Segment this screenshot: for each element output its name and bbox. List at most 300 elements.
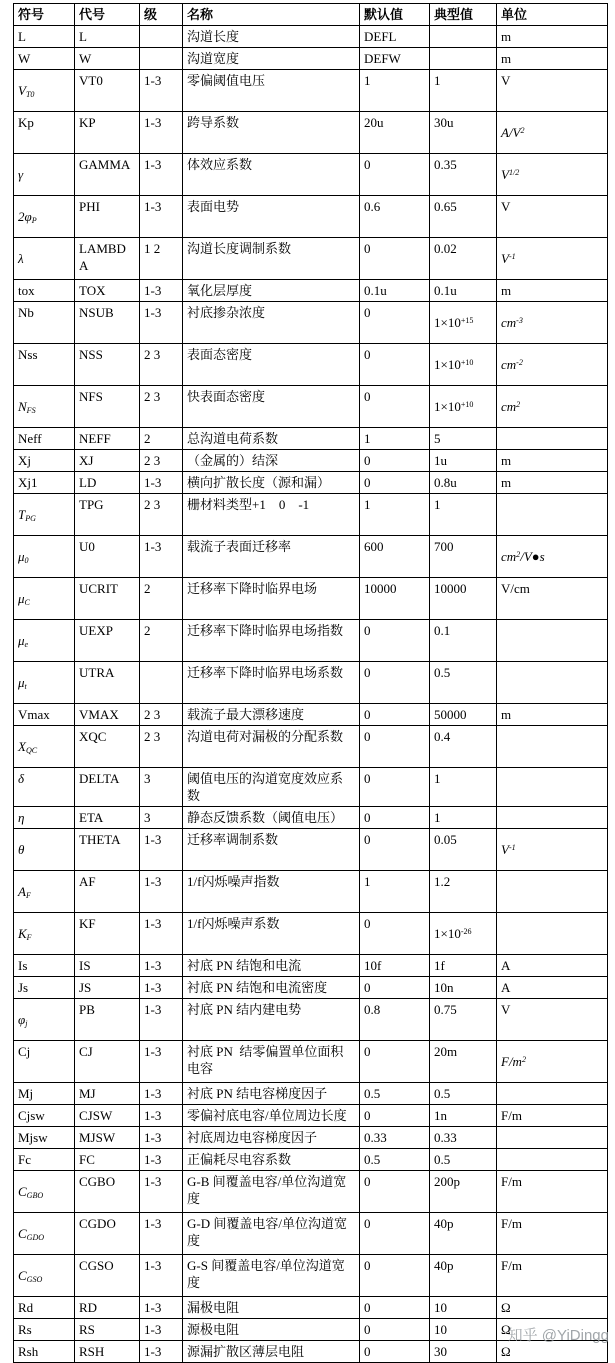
table-row bbox=[14, 238, 608, 280]
table-row bbox=[14, 768, 608, 807]
cell-name: G-D 间覆盖电容/单位沟道宽度 bbox=[183, 1213, 360, 1255]
cell-name: 1/f闪烁噪声系数 bbox=[183, 913, 360, 955]
table-row bbox=[14, 428, 608, 450]
table-row bbox=[14, 871, 608, 913]
cell-code: CJSW bbox=[75, 1105, 140, 1127]
cell-level: 1-3 bbox=[140, 1041, 183, 1083]
cell-code: NSUB bbox=[75, 302, 140, 344]
cell-code: XJ bbox=[75, 450, 140, 472]
cell-unit: V bbox=[497, 70, 608, 112]
cell-default: 0.1u bbox=[360, 280, 430, 302]
cell-unit: V bbox=[497, 196, 608, 238]
cell-symbol: Rd bbox=[14, 1297, 75, 1319]
cell-symbol: W bbox=[14, 48, 75, 70]
cell-typical: 1 bbox=[430, 70, 497, 112]
cell-symbol: $2\varphi_P$ bbox=[14, 196, 75, 238]
cell-level: 1-3 bbox=[140, 1083, 183, 1105]
cell-name: 载流子最大漂移速度 bbox=[183, 704, 360, 726]
cell-typical: 0.4 bbox=[430, 726, 497, 768]
table-row bbox=[14, 280, 608, 302]
cell-symbol: Is bbox=[14, 955, 75, 977]
cell-default: 0 bbox=[360, 913, 430, 955]
cell-level: 1-3 bbox=[140, 472, 183, 494]
table-row bbox=[14, 977, 608, 999]
table-row bbox=[14, 450, 608, 472]
cell-level: 1-3 bbox=[140, 112, 183, 154]
cell-level: 1-3 bbox=[140, 280, 183, 302]
cell-name: 迁移率调制系数 bbox=[183, 829, 360, 871]
cell-code: RSH bbox=[75, 1341, 140, 1363]
cell-default: 0 bbox=[360, 238, 430, 280]
cell-name: 衬底 PN 结饱和电流 bbox=[183, 955, 360, 977]
table-row bbox=[14, 1171, 608, 1213]
cell-unit: $cm^2/V●s$ bbox=[497, 536, 608, 578]
cell-level: 1-3 bbox=[140, 1213, 183, 1255]
cell-name: 衬底 PN 结饱和电流密度 bbox=[183, 977, 360, 999]
table-row bbox=[14, 1213, 608, 1255]
cell-symbol: $K_F$ bbox=[14, 913, 75, 955]
cell-symbol: Nb bbox=[14, 302, 75, 344]
cell-name: 表面态密度 bbox=[183, 344, 360, 386]
cell-name: 沟道长度调制系数 bbox=[183, 238, 360, 280]
cell-unit: V bbox=[497, 999, 608, 1041]
cell-name: 衬底 PN 结内建电势 bbox=[183, 999, 360, 1041]
cell-symbol: $C_{GBO}$ bbox=[14, 1171, 75, 1213]
cell-code: CGDO bbox=[75, 1213, 140, 1255]
cell-name: 载流子表面迁移率 bbox=[183, 536, 360, 578]
cell-level: 1-3 bbox=[140, 1171, 183, 1213]
table-row bbox=[14, 1297, 608, 1319]
cell-level: 1-3 bbox=[140, 1297, 183, 1319]
cell-level: 1-3 bbox=[140, 999, 183, 1041]
cell-typical: 1 bbox=[430, 768, 497, 807]
cell-level: 1-3 bbox=[140, 1105, 183, 1127]
cell-unit bbox=[497, 913, 608, 955]
cell-default: 0 bbox=[360, 1341, 430, 1363]
cell-unit: $cm^2$ bbox=[497, 386, 608, 428]
cell-code: ETA bbox=[75, 807, 140, 829]
cell-name: 表面电势 bbox=[183, 196, 360, 238]
table-row bbox=[14, 1255, 608, 1297]
column-header: 名称 bbox=[183, 4, 360, 26]
cell-unit bbox=[497, 768, 608, 807]
cell-name: 迁移率下降时临界电场 bbox=[183, 578, 360, 620]
cell-symbol: Mjsw bbox=[14, 1127, 75, 1149]
mosfet-parameters-table bbox=[13, 3, 608, 1363]
cell-code: TPG bbox=[75, 494, 140, 536]
cell-symbol: $A_F$ bbox=[14, 871, 75, 913]
cell-unit: $F/m^2$ bbox=[497, 1041, 608, 1083]
cell-typical: 0.05 bbox=[430, 829, 497, 871]
cell-level: 2 bbox=[140, 620, 183, 662]
cell-name: G-B 间覆盖电容/单位沟道宽度 bbox=[183, 1171, 360, 1213]
table-row bbox=[14, 154, 608, 196]
cell-name: 沟道宽度 bbox=[183, 48, 360, 70]
cell-default: 0 bbox=[360, 386, 430, 428]
cell-unit: Ω bbox=[497, 1319, 608, 1341]
cell-name: 沟道长度 bbox=[183, 26, 360, 48]
cell-name: 快表面态密度 bbox=[183, 386, 360, 428]
cell-unit: $cm^{-2}$ bbox=[497, 344, 608, 386]
cell-code: XQC bbox=[75, 726, 140, 768]
cell-level: 2 bbox=[140, 578, 183, 620]
cell-level: 2 3 bbox=[140, 344, 183, 386]
cell-default: 0 bbox=[360, 1105, 430, 1127]
column-header: 代号 bbox=[75, 4, 140, 26]
cell-code: FC bbox=[75, 1149, 140, 1171]
cell-level: 1-3 bbox=[140, 871, 183, 913]
cell-typical: 1 bbox=[430, 494, 497, 536]
column-header: 符号 bbox=[14, 4, 75, 26]
cell-code: VMAX bbox=[75, 704, 140, 726]
cell-symbol: $N_{FS}$ bbox=[14, 386, 75, 428]
cell-typical: 0.35 bbox=[430, 154, 497, 196]
table-row bbox=[14, 1127, 608, 1149]
cell-symbol: Nss bbox=[14, 344, 75, 386]
cell-default: 0 bbox=[360, 768, 430, 807]
cell-unit: Ω bbox=[497, 1297, 608, 1319]
cell-name: G-S 间覆盖电容/单位沟道宽度 bbox=[183, 1255, 360, 1297]
cell-level: 1-3 bbox=[140, 536, 183, 578]
cell-level: 1 2 bbox=[140, 238, 183, 280]
table-row bbox=[14, 344, 608, 386]
cell-typical: 0.8u bbox=[430, 472, 497, 494]
cell-typical: 1.2 bbox=[430, 871, 497, 913]
cell-name: 阈值电压的沟道宽度效应系数 bbox=[183, 768, 360, 807]
cell-default: 0.33 bbox=[360, 1127, 430, 1149]
cell-symbol: $\mu_0$ bbox=[14, 536, 75, 578]
cell-symbol: γ bbox=[14, 154, 75, 196]
table-row bbox=[14, 662, 608, 704]
table-row bbox=[14, 1041, 608, 1083]
cell-code: PHI bbox=[75, 196, 140, 238]
cell-symbol: θ bbox=[14, 829, 75, 871]
cell-symbol: Rs bbox=[14, 1319, 75, 1341]
cell-typical: $1\times 10^{+10}$ bbox=[430, 386, 497, 428]
cell-code: IS bbox=[75, 955, 140, 977]
cell-unit bbox=[497, 494, 608, 536]
cell-name: 源极电阻 bbox=[183, 1319, 360, 1341]
cell-symbol: $C_{GDO}$ bbox=[14, 1213, 75, 1255]
cell-level: 1-3 bbox=[140, 1341, 183, 1363]
cell-default: DEFW bbox=[360, 48, 430, 70]
cell-code: PB bbox=[75, 999, 140, 1041]
cell-level: 1-3 bbox=[140, 1149, 183, 1171]
cell-unit bbox=[497, 1127, 608, 1149]
cell-default: 20u bbox=[360, 112, 430, 154]
cell-name: 衬底 PN 结零偏置单位面积电容 bbox=[183, 1041, 360, 1083]
cell-level: 1-3 bbox=[140, 977, 183, 999]
cell-code: CGSO bbox=[75, 1255, 140, 1297]
cell-unit: $V^{1/2}$ bbox=[497, 154, 608, 196]
cell-symbol: Cjsw bbox=[14, 1105, 75, 1127]
header-row bbox=[14, 4, 608, 26]
cell-default: 0 bbox=[360, 662, 430, 704]
table-row bbox=[14, 70, 608, 112]
cell-symbol: Mj bbox=[14, 1083, 75, 1105]
cell-default: 0 bbox=[360, 302, 430, 344]
cell-typical: 0.02 bbox=[430, 238, 497, 280]
cell-code: LD bbox=[75, 472, 140, 494]
cell-typical: 0.1u bbox=[430, 280, 497, 302]
cell-typical: 0.65 bbox=[430, 196, 497, 238]
cell-code: TOX bbox=[75, 280, 140, 302]
cell-unit: $A/V^2$ bbox=[497, 112, 608, 154]
cell-unit: $V^{-1}$ bbox=[497, 238, 608, 280]
cell-default: 1 bbox=[360, 494, 430, 536]
cell-typical: $1\times 10^{+10}$ bbox=[430, 344, 497, 386]
cell-typical: 1f bbox=[430, 955, 497, 977]
cell-unit: m bbox=[497, 48, 608, 70]
cell-unit: $V^{-1}$ bbox=[497, 829, 608, 871]
cell-typical: 10 bbox=[430, 1319, 497, 1341]
cell-level: 2 bbox=[140, 428, 183, 450]
cell-default: 0 bbox=[360, 829, 430, 871]
cell-name: 漏极电阻 bbox=[183, 1297, 360, 1319]
cell-typical: 1n bbox=[430, 1105, 497, 1127]
cell-typical: 30u bbox=[430, 112, 497, 154]
cell-default: 0.8 bbox=[360, 999, 430, 1041]
cell-name: 静态反馈系数（阈值电压） bbox=[183, 807, 360, 829]
cell-default: 0 bbox=[360, 344, 430, 386]
cell-symbol: $\mu_C$ bbox=[14, 578, 75, 620]
table-row bbox=[14, 704, 608, 726]
cell-default: 0.5 bbox=[360, 1149, 430, 1171]
cell-default: 1 bbox=[360, 70, 430, 112]
cell-name: 衬底 PN 结电容梯度因子 bbox=[183, 1083, 360, 1105]
cell-level: 1-3 bbox=[140, 829, 183, 871]
cell-code: MJ bbox=[75, 1083, 140, 1105]
cell-level: 1-3 bbox=[140, 1127, 183, 1149]
cell-name: （金属的）结深 bbox=[183, 450, 360, 472]
cell-unit bbox=[497, 662, 608, 704]
cell-default: 1 bbox=[360, 871, 430, 913]
cell-typical: 10000 bbox=[430, 578, 497, 620]
table-row bbox=[14, 1083, 608, 1105]
cell-name: 源漏扩散区薄层电阻 bbox=[183, 1341, 360, 1363]
cell-unit: $cm^{-3}$ bbox=[497, 302, 608, 344]
cell-typical: 200p bbox=[430, 1171, 497, 1213]
cell-default: 0 bbox=[360, 620, 430, 662]
cell-code: AF bbox=[75, 871, 140, 913]
cell-level bbox=[140, 48, 183, 70]
cell-code: MJSW bbox=[75, 1127, 140, 1149]
cell-symbol: Rsh bbox=[14, 1341, 75, 1363]
table-row bbox=[14, 48, 608, 70]
table-row bbox=[14, 578, 608, 620]
table-header bbox=[14, 4, 608, 26]
cell-symbol: $\varphi_j$ bbox=[14, 999, 75, 1041]
cell-unit: F/m bbox=[497, 1105, 608, 1127]
cell-default: 0 bbox=[360, 704, 430, 726]
cell-default: 600 bbox=[360, 536, 430, 578]
cell-level: 1-3 bbox=[140, 1319, 183, 1341]
cell-level: 2 3 bbox=[140, 386, 183, 428]
cell-symbol: Fc bbox=[14, 1149, 75, 1171]
cell-name: 1/f闪烁噪声指数 bbox=[183, 871, 360, 913]
cell-name: 衬底周边电容梯度因子 bbox=[183, 1127, 360, 1149]
cell-typical: 700 bbox=[430, 536, 497, 578]
cell-symbol: L bbox=[14, 26, 75, 48]
cell-default: 0 bbox=[360, 977, 430, 999]
cell-level: 3 bbox=[140, 768, 183, 807]
table-row bbox=[14, 999, 608, 1041]
cell-default: 0 bbox=[360, 1213, 430, 1255]
cell-symbol: $X_{QC}$ bbox=[14, 726, 75, 768]
cell-name: 迁移率下降时临界电场指数 bbox=[183, 620, 360, 662]
table-row bbox=[14, 536, 608, 578]
cell-typical: 0.5 bbox=[430, 1083, 497, 1105]
cell-unit: A bbox=[497, 955, 608, 977]
cell-unit: m bbox=[497, 472, 608, 494]
table-row bbox=[14, 112, 608, 154]
column-header: 单位 bbox=[497, 4, 608, 26]
table-row bbox=[14, 1149, 608, 1171]
cell-name: 零偏衬底电容/单位周边长度 bbox=[183, 1105, 360, 1127]
cell-unit bbox=[497, 1149, 608, 1171]
cell-typical: 0.75 bbox=[430, 999, 497, 1041]
cell-typical: 40p bbox=[430, 1255, 497, 1297]
cell-name: 沟道电荷对漏极的分配系数 bbox=[183, 726, 360, 768]
cell-typical: 30 bbox=[430, 1341, 497, 1363]
cell-level: 2 3 bbox=[140, 494, 183, 536]
cell-default: 10000 bbox=[360, 578, 430, 620]
cell-symbol: Xj bbox=[14, 450, 75, 472]
cell-unit: m bbox=[497, 280, 608, 302]
table-row bbox=[14, 196, 608, 238]
cell-default: 0 bbox=[360, 450, 430, 472]
cell-name: 正偏耗尽电容系数 bbox=[183, 1149, 360, 1171]
cell-symbol: $\mu_t$ bbox=[14, 662, 75, 704]
cell-default: 0 bbox=[360, 1171, 430, 1213]
cell-code: U0 bbox=[75, 536, 140, 578]
table-row bbox=[14, 1105, 608, 1127]
cell-default: 1 bbox=[360, 428, 430, 450]
table-row bbox=[14, 913, 608, 955]
cell-symbol: tox bbox=[14, 280, 75, 302]
cell-unit bbox=[497, 620, 608, 662]
table-body bbox=[14, 26, 608, 1363]
cell-name: 氧化层厚度 bbox=[183, 280, 360, 302]
cell-symbol: Kp bbox=[14, 112, 75, 154]
cell-level: 1-3 bbox=[140, 913, 183, 955]
cell-typical: 5 bbox=[430, 428, 497, 450]
cell-unit: m bbox=[497, 450, 608, 472]
cell-code: NSS bbox=[75, 344, 140, 386]
cell-default: 0 bbox=[360, 154, 430, 196]
cell-name: 体效应系数 bbox=[183, 154, 360, 196]
cell-symbol: $V_{T0}$ bbox=[14, 70, 75, 112]
cell-level: 1-3 bbox=[140, 955, 183, 977]
cell-name: 跨导系数 bbox=[183, 112, 360, 154]
cell-unit: Ω bbox=[497, 1341, 608, 1363]
cell-name: 迁移率下降时临界电场系数 bbox=[183, 662, 360, 704]
cell-default: 0 bbox=[360, 472, 430, 494]
cell-unit bbox=[497, 428, 608, 450]
cell-code: KP bbox=[75, 112, 140, 154]
table-row bbox=[14, 472, 608, 494]
cell-code: RS bbox=[75, 1319, 140, 1341]
cell-name: 衬底掺杂浓度 bbox=[183, 302, 360, 344]
cell-unit: F/m bbox=[497, 1255, 608, 1297]
cell-symbol: δ bbox=[14, 768, 75, 807]
cell-code: GAMMA bbox=[75, 154, 140, 196]
cell-level bbox=[140, 26, 183, 48]
cell-name: 横向扩散长度（源和漏） bbox=[183, 472, 360, 494]
cell-level bbox=[140, 662, 183, 704]
cell-typical: $1\times 10^{+15}$ bbox=[430, 302, 497, 344]
cell-symbol: $T_{PG}$ bbox=[14, 494, 75, 536]
column-header: 默认值 bbox=[360, 4, 430, 26]
table-row bbox=[14, 807, 608, 829]
cell-typical: 0.5 bbox=[430, 1149, 497, 1171]
cell-default: 0 bbox=[360, 1041, 430, 1083]
cell-default: 0 bbox=[360, 1319, 430, 1341]
cell-typical: 0.5 bbox=[430, 662, 497, 704]
cell-level: 3 bbox=[140, 807, 183, 829]
cell-level: 2 3 bbox=[140, 450, 183, 472]
cell-symbol: η bbox=[14, 807, 75, 829]
cell-symbol: Js bbox=[14, 977, 75, 999]
cell-typical bbox=[430, 48, 497, 70]
cell-default: 0 bbox=[360, 1255, 430, 1297]
cell-typical bbox=[430, 26, 497, 48]
cell-level: 1-3 bbox=[140, 302, 183, 344]
cell-typical: 50000 bbox=[430, 704, 497, 726]
watermark: 知乎 @YiDingg bbox=[507, 1327, 609, 1344]
cell-name: 零偏阈值电压 bbox=[183, 70, 360, 112]
cell-code: DELTA bbox=[75, 768, 140, 807]
cell-code: UCRIT bbox=[75, 578, 140, 620]
cell-unit bbox=[497, 726, 608, 768]
cell-level: 1-3 bbox=[140, 196, 183, 238]
cell-code: UTRA bbox=[75, 662, 140, 704]
cell-level: 1-3 bbox=[140, 70, 183, 112]
cell-default: 10f bbox=[360, 955, 430, 977]
column-header: 典型值 bbox=[430, 4, 497, 26]
table-row bbox=[14, 26, 608, 48]
cell-code: THETA bbox=[75, 829, 140, 871]
cell-typical: 40p bbox=[430, 1213, 497, 1255]
cell-typical: 20m bbox=[430, 1041, 497, 1083]
cell-typical: 10n bbox=[430, 977, 497, 999]
table-row bbox=[14, 726, 608, 768]
cell-typical: 0.1 bbox=[430, 620, 497, 662]
cell-default: 0.6 bbox=[360, 196, 430, 238]
cell-default: DEFL bbox=[360, 26, 430, 48]
cell-code: LAMBDA bbox=[75, 238, 140, 280]
cell-symbol: $\mu_e$ bbox=[14, 620, 75, 662]
cell-typical: $1\times 10^{-26}$ bbox=[430, 913, 497, 955]
cell-code: UEXP bbox=[75, 620, 140, 662]
cell-name: 总沟道电荷系数 bbox=[183, 428, 360, 450]
cell-code: JS bbox=[75, 977, 140, 999]
cell-symbol: $C_{GSO}$ bbox=[14, 1255, 75, 1297]
cell-symbol: Neff bbox=[14, 428, 75, 450]
cell-code: RD bbox=[75, 1297, 140, 1319]
cell-symbol: Xj1 bbox=[14, 472, 75, 494]
cell-symbol: Vmax bbox=[14, 704, 75, 726]
cell-unit: V/cm bbox=[497, 578, 608, 620]
cell-symbol: Cj bbox=[14, 1041, 75, 1083]
cell-default: 0.5 bbox=[360, 1083, 430, 1105]
cell-code: L bbox=[75, 26, 140, 48]
cell-code: NFS bbox=[75, 386, 140, 428]
cell-level: 1-3 bbox=[140, 1255, 183, 1297]
cell-typical: 1 bbox=[430, 807, 497, 829]
cell-symbol: λ bbox=[14, 238, 75, 280]
cell-unit: m bbox=[497, 704, 608, 726]
